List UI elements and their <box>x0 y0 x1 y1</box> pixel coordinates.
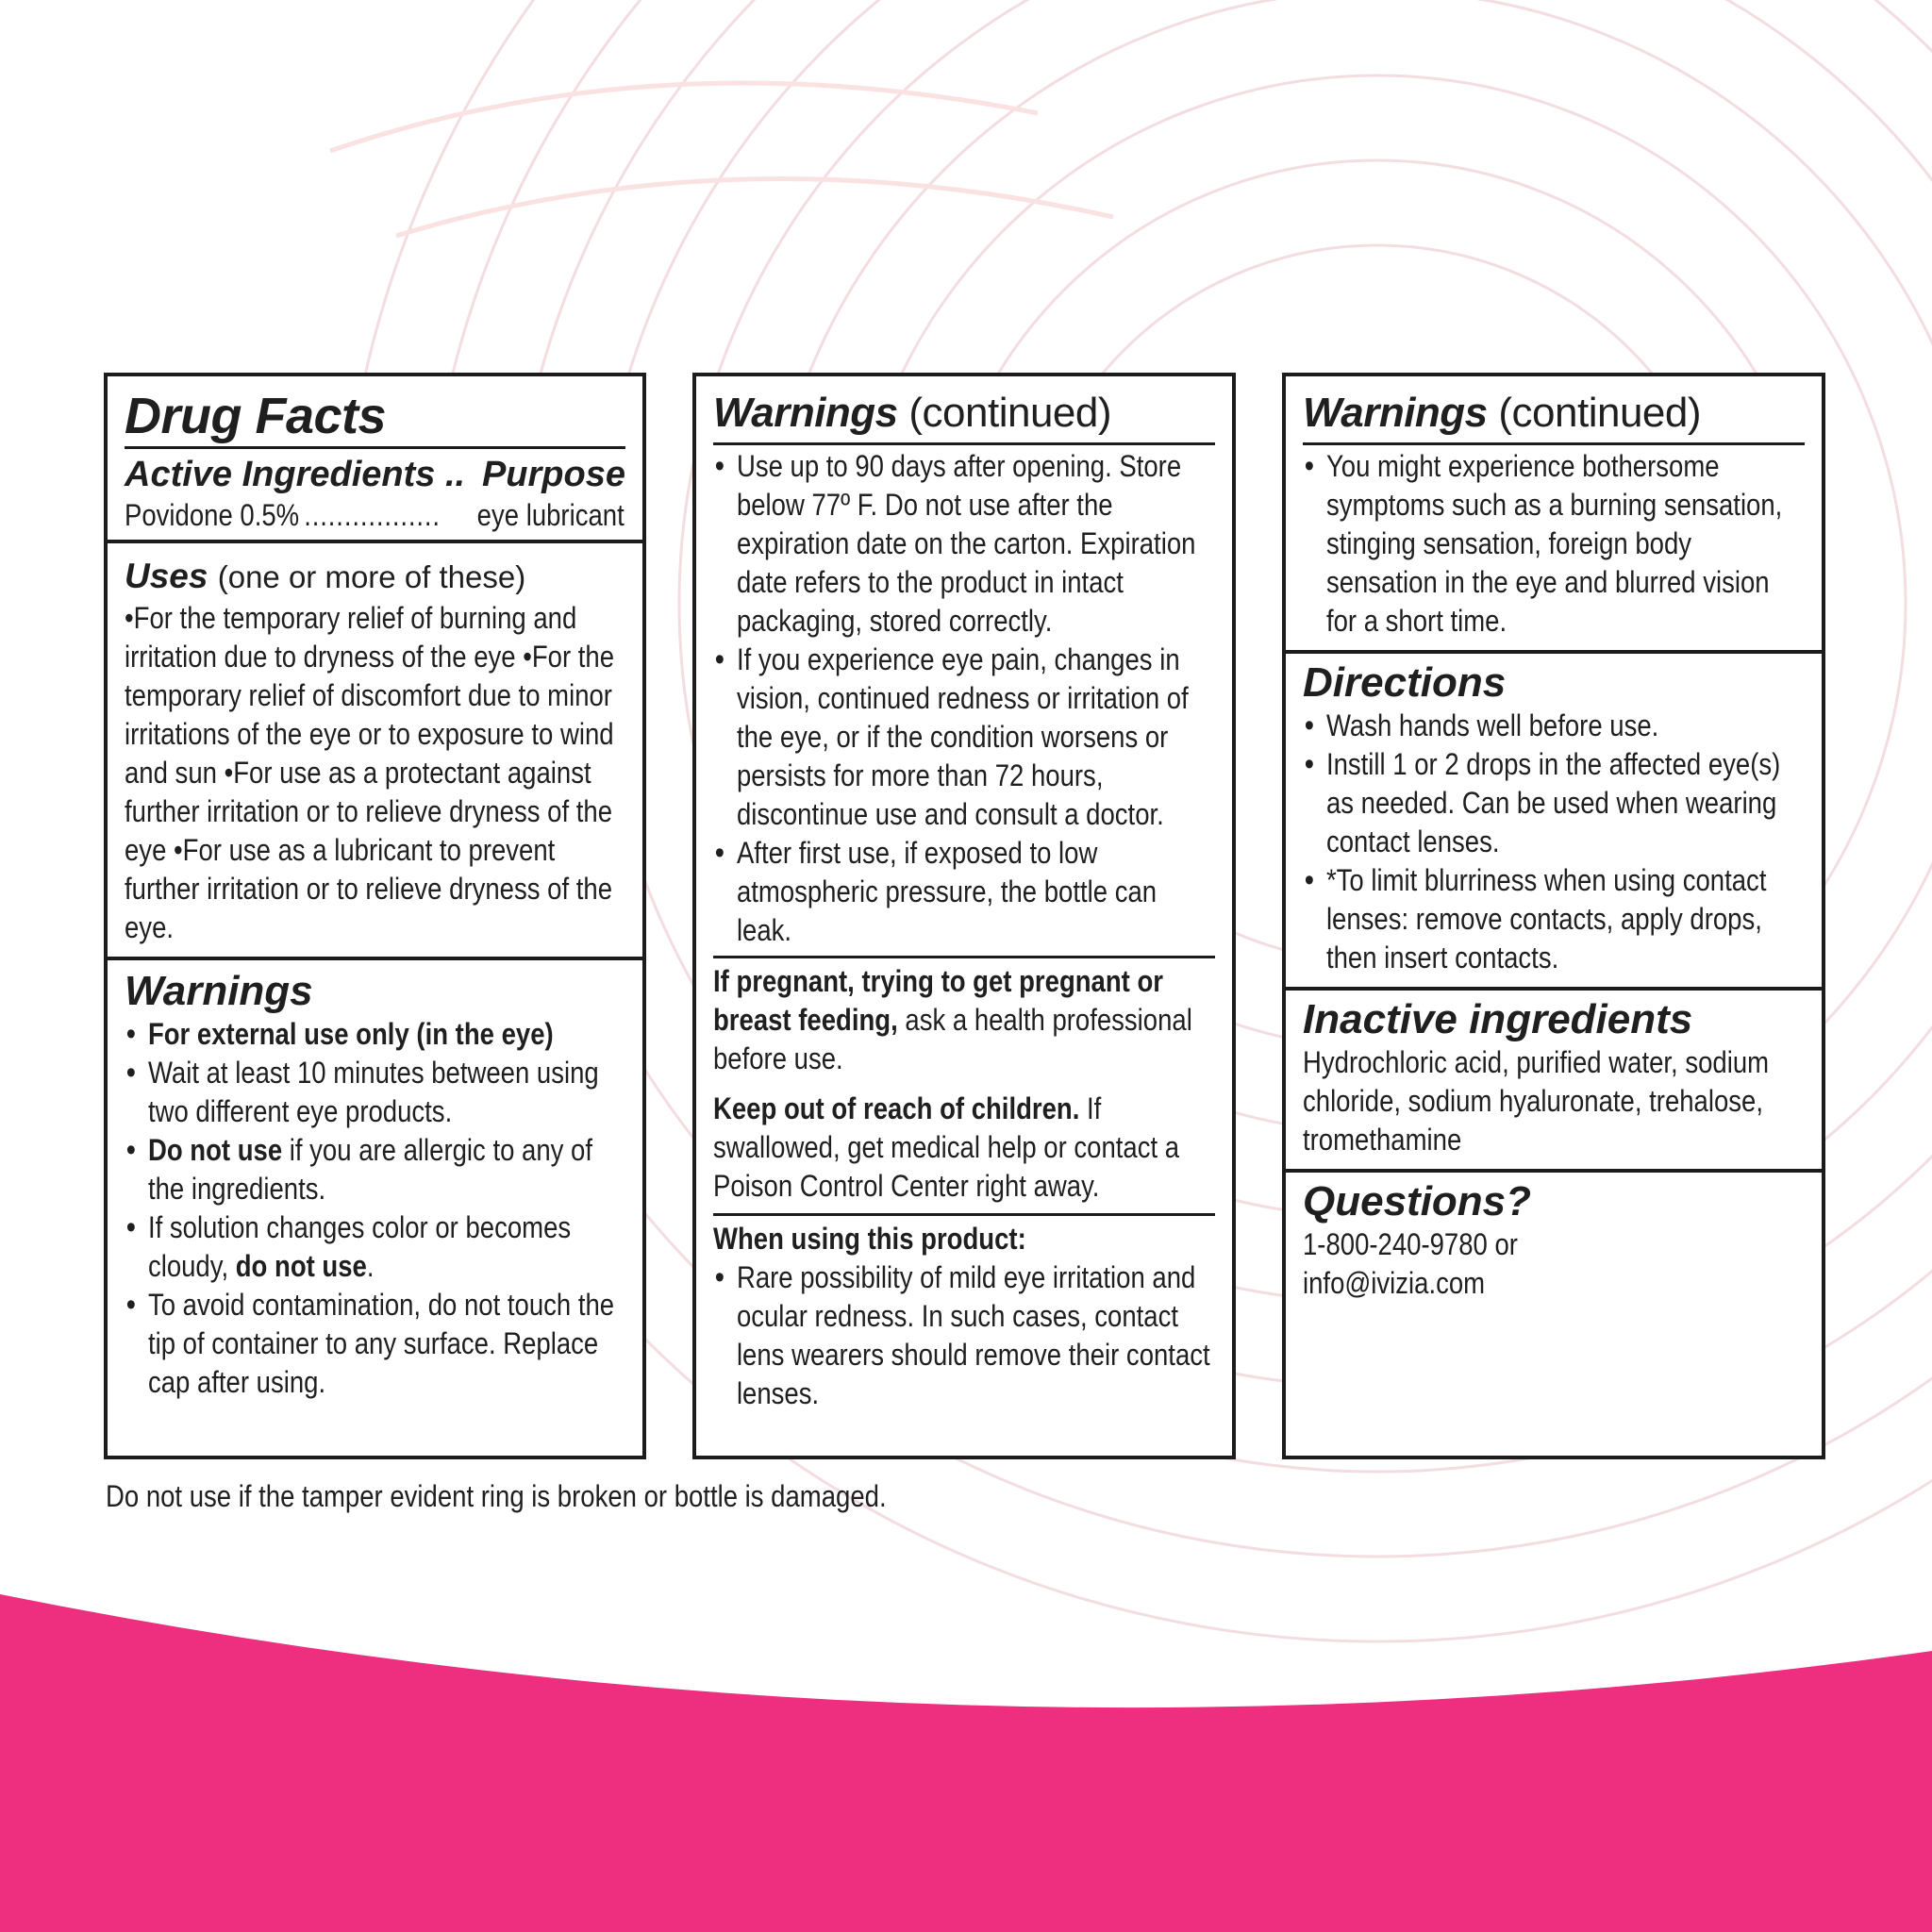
warning-item: • Do not use if you are allergic to any of the ingredients. <box>125 1131 625 1208</box>
warning-item: • To avoid contamination, do not touch the tip of container to any surface. Replace cap after using. <box>125 1286 625 1402</box>
questions-section <box>1286 1173 1822 1303</box>
warning-item: • If solution changes color or becomes cloudy, do not use. <box>125 1208 625 1286</box>
leader-dots: ................. <box>304 498 441 532</box>
when-using-item: • Rare possibility of mild eye irritation and ocular redness. In such cases, contact lens wearers should remove their contact lenses. <box>713 1258 1214 1413</box>
warning-item: • Use up to 90 days after opening. Store below 77º F. Do not use after the expiration date on the carton. Expiration date refers to the product in intact packaging, stored correctly. <box>713 447 1214 641</box>
drug-facts-title: Drug Facts <box>125 388 387 444</box>
directions-panel <box>1282 373 1825 1459</box>
directions-heading: Directions <box>1303 659 1507 706</box>
directions-section <box>1286 654 1822 991</box>
contact-email: info@ivizia.com <box>1303 1266 1486 1300</box>
drug-facts-panel <box>104 373 646 1459</box>
active-ingredients-heading: Active Ingredients .. <box>125 455 466 494</box>
warning-item: • After first use, if exposed to low atmospheric pressure, the bottle can leak. <box>713 834 1214 950</box>
warning-item: • You might experience bothersome symptoms such as a burning sensation, stinging sensation, foreign body sensation in the eye and blurred vision for a short time. <box>1303 447 1804 641</box>
ingredient-purpose: eye lubricant <box>476 498 625 532</box>
children-warning: Keep out of reach of children. If swallowed, get medical help or contact a Poison Control Center right away. <box>713 1091 1180 1203</box>
direction-item: • Wash hands well before use. <box>1303 707 1804 745</box>
warnings-section <box>108 960 642 1402</box>
pregnancy-warning: If pregnant, trying to get pregnant or breast feeding, ask a health professional before use. <box>713 964 1192 1075</box>
warnings-heading: Warnings <box>713 390 898 436</box>
warning-item: • If you experience eye pain, changes in vision, continued redness or irritation of the eye, or if the condition worsens or persists for more than 72 hours, discontinue use and consult a doctor. <box>713 641 1214 834</box>
tamper-evident-note: Do not use if the tamper evident ring is broken or bottle is damaged. <box>106 1479 887 1513</box>
warning-item: • Wait at least 10 minutes between using two different eye products. <box>125 1054 625 1131</box>
direction-item: • Instill 1 or 2 drops in the affected eye(s) as needed. Can be used when wearing contact lenses. <box>1303 745 1804 861</box>
inactive-ingredients-section <box>1286 991 1822 1173</box>
ingredient-name: Povidone 0.5% <box>125 498 300 532</box>
warnings-heading: Warnings <box>1303 390 1488 436</box>
pink-wave-band <box>0 1594 1932 1932</box>
uses-section <box>108 543 642 960</box>
warnings-continued-panel <box>692 373 1236 1459</box>
warning-item: • For external use only (in the eye) <box>125 1015 625 1054</box>
uses-heading: Uses <box>125 557 208 595</box>
phone-number: 1-800-240-9780 or <box>1303 1227 1518 1261</box>
questions-heading: Questions? <box>1303 1178 1532 1224</box>
active-ingredients-section <box>108 449 642 543</box>
uses-text: •For the temporary relief of burning and irritation due to dryness of the eye •For the temporary relief of discomfort due to minor irritations of the eye or to exposure to wind and sun •For use as a protectant against further irritation or to relieve dryness of the eye •For use as a lubricant to prevent further irritation or to relieve dryness of the eye. <box>125 601 615 944</box>
purpose-heading: Purpose <box>481 455 625 494</box>
when-using-heading: When using this product: <box>713 1222 1026 1256</box>
inactive-ingredients-text: Hydrochloric acid, purified water, sodium chloride, sodium hyaluronate, trehalose, tromethamine <box>1303 1045 1770 1157</box>
direction-item: • *To limit blurriness when using contact lenses: remove contacts, apply drops, then insert contacts. <box>1303 861 1804 977</box>
warnings-heading: Warnings <box>125 968 313 1014</box>
continued-label: (continued) <box>1498 390 1702 436</box>
continued-label: (continued) <box>908 390 1112 436</box>
uses-paren: (one or more of these) <box>217 559 526 594</box>
inactive-ingredients-heading: Inactive ingredients <box>1303 996 1693 1042</box>
